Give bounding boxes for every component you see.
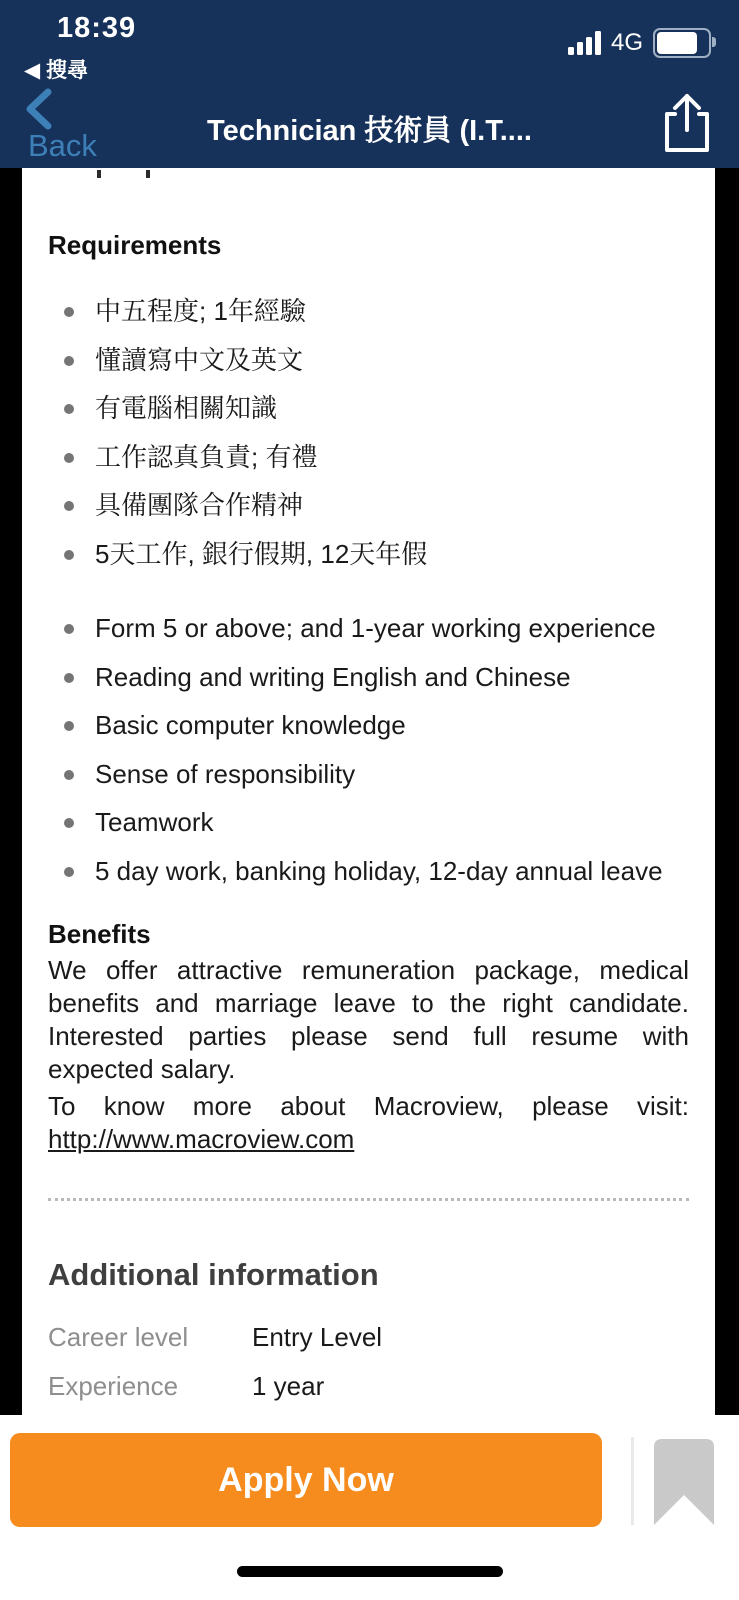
bottom-action-bar bbox=[0, 1415, 739, 1600]
table-row bbox=[48, 1323, 689, 1351]
info-value: Entry Level bbox=[252, 1322, 383, 1352]
info-label: Career level bbox=[48, 1322, 189, 1352]
bookmark-button[interactable] bbox=[654, 1439, 714, 1525]
list-item: Form 5 or above; and 1-year working experience bbox=[48, 614, 689, 643]
job-detail-scroll-area[interactable] bbox=[22, 168, 715, 1600]
home-indicator[interactable] bbox=[237, 1566, 503, 1577]
page-title: Technician 技術員 (I.T.... bbox=[207, 115, 532, 147]
clipped-text-remnant bbox=[146, 170, 150, 178]
list-item: Teamwork bbox=[48, 808, 689, 837]
info-label: Experience bbox=[48, 1371, 179, 1401]
benefits-visit-line: To know more about Macroview, please visit: bbox=[48, 1091, 689, 1121]
apply-now-button[interactable]: Apply Now bbox=[10, 1433, 602, 1527]
list-item: 工作認真負責; 有禮 bbox=[48, 443, 689, 472]
battery-icon bbox=[653, 28, 711, 58]
requirements-list-english bbox=[48, 614, 689, 885]
signal-strength-icon bbox=[568, 31, 601, 55]
back-button-label: Back bbox=[28, 128, 97, 163]
benefits-paragraph: We offer attractive remuneration package, medical benefits and marriage leave to the right candidate. Interested parties please send full resume with expected salary. bbox=[48, 955, 689, 1084]
list-item: 5 day work, banking holiday, 12-day annual leave bbox=[48, 857, 689, 886]
info-value: 1 year bbox=[252, 1371, 325, 1401]
bookmark-icon bbox=[654, 1439, 714, 1525]
status-time: 18:39 bbox=[57, 12, 137, 44]
return-to-app-breadcrumb[interactable]: ◀ 搜尋 bbox=[24, 59, 88, 82]
list-item: Sense of responsibility bbox=[48, 760, 689, 789]
list-item: Reading and writing English and Chinese bbox=[48, 663, 689, 692]
clipped-text-remnant bbox=[97, 170, 101, 178]
list-item: 有電腦相關知識 bbox=[48, 394, 689, 423]
vertical-divider bbox=[631, 1437, 634, 1525]
table-row bbox=[48, 1372, 689, 1400]
list-item: 中五程度; 1年經驗 bbox=[48, 297, 689, 326]
network-type-label: 4G bbox=[610, 29, 643, 56]
header-bar bbox=[0, 0, 739, 168]
share-button[interactable] bbox=[661, 92, 713, 154]
list-item: Basic computer knowledge bbox=[48, 711, 689, 740]
list-item: 懂讀寫中文及英文 bbox=[48, 346, 689, 375]
status-icons bbox=[568, 28, 711, 58]
company-website-link[interactable]: http://www.macroview.com bbox=[48, 1124, 355, 1154]
list-item: 5天工作, 銀行假期, 12天年假 bbox=[48, 540, 689, 569]
share-icon bbox=[661, 92, 713, 154]
additional-information-heading: Additional information bbox=[48, 1257, 379, 1292]
benefits-heading: Benefits bbox=[48, 919, 151, 949]
back-button[interactable] bbox=[18, 88, 128, 166]
requirements-list-chinese bbox=[48, 297, 689, 568]
list-item: 具備團隊合作精神 bbox=[48, 491, 689, 520]
requirements-heading: Requirements bbox=[48, 230, 222, 260]
